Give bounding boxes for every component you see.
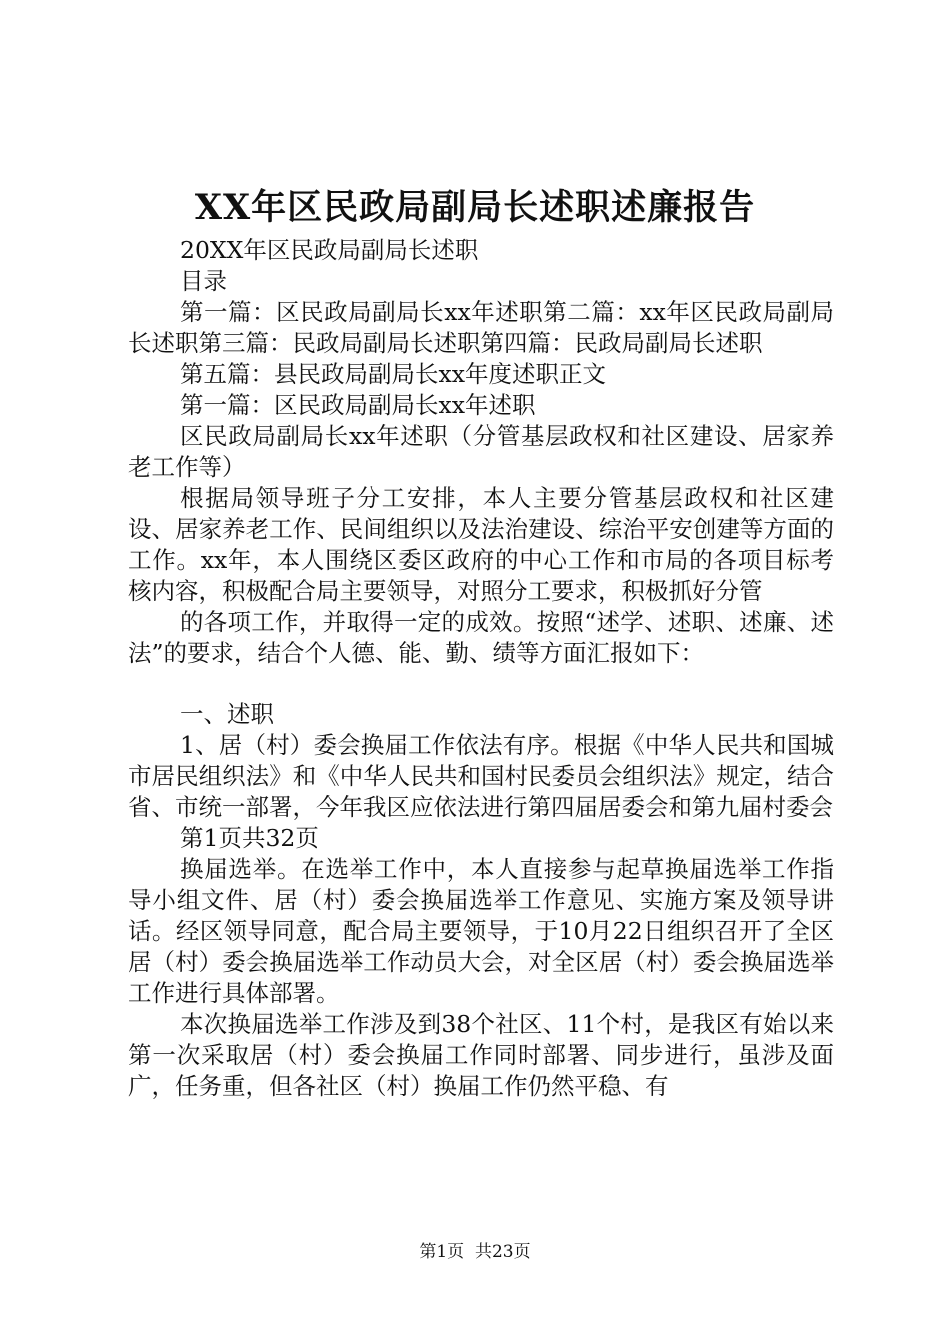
section-heading: 一、述职 <box>180 700 274 728</box>
page-footer: 第1页 共23页 <box>419 1242 531 1262</box>
paragraph: 根据局领导班子分工安排，本人主要分管基层政权和社区建设、居家养老工作、民间组织以及法治建设、综治平安创建等方面的工作。xx年，本人围绕区委区政府的中心工作和市局的各项目标考核内容，积极配合局主要领导，对照分工要求，积极抓好分管 <box>128 484 834 605</box>
paragraph: 本次换届选举工作涉及到38个社区、11个村，是我区有始以来第一次采取居（村）委会换届工作同时部署、同步进行，虽涉及面广，任务重，但各社区（村）换届工作仍然平稳、有 <box>128 1010 834 1100</box>
paragraph: 第一篇：区民政局副局长xx年述职第二篇：xx年区民政局副局长述职第三篇：民政局副局长述职第四篇：民政局副局长述职 <box>128 298 834 357</box>
paragraph: 第一篇：区民政局副局长xx年述职 <box>180 391 536 419</box>
document-body <box>128 235 834 1102</box>
paragraph: 区民政局副局长xx年述职（分管基层政权和社区建设、居家养老工作等） <box>128 422 834 481</box>
paragraph: 1、居（村）委会换届工作依法有序。根据《中华人民共和国城市居民组织法》和《中华人民共和国村民委员会组织法》规定，结合省、市统一部署，今年我区应依法进行第四届居委会和第九届村委会 <box>128 731 834 821</box>
paragraph: 换届选举。在选举工作中，本人直接参与起草换届选举工作指导小组文件、居（村）委会换届选举工作意见、实施方案及领导讲话。经区领导同意，配合局主要领导，于10月22日组织召开了全区居（村）委会换届选举工作动员大会，对全区居（村）委会换届选举工作进行具体部署。 <box>128 855 834 1007</box>
paragraph: 的各项工作，并取得一定的成效。按照“述学、述职、述廉、述法”的要求，结合个人德、能、勤、绩等方面汇报如下： <box>128 608 834 667</box>
paragraph: 第五篇：县民政局副局长xx年度述职正文 <box>180 360 607 388</box>
paragraph: 目录 <box>180 267 227 295</box>
inline-page-marker: 第1页共32页 <box>180 824 319 852</box>
document-title: XX年区民政局副局长述职述廉报告 <box>194 187 756 228</box>
paragraph: 20XX年区民政局副局长述职 <box>180 236 479 264</box>
